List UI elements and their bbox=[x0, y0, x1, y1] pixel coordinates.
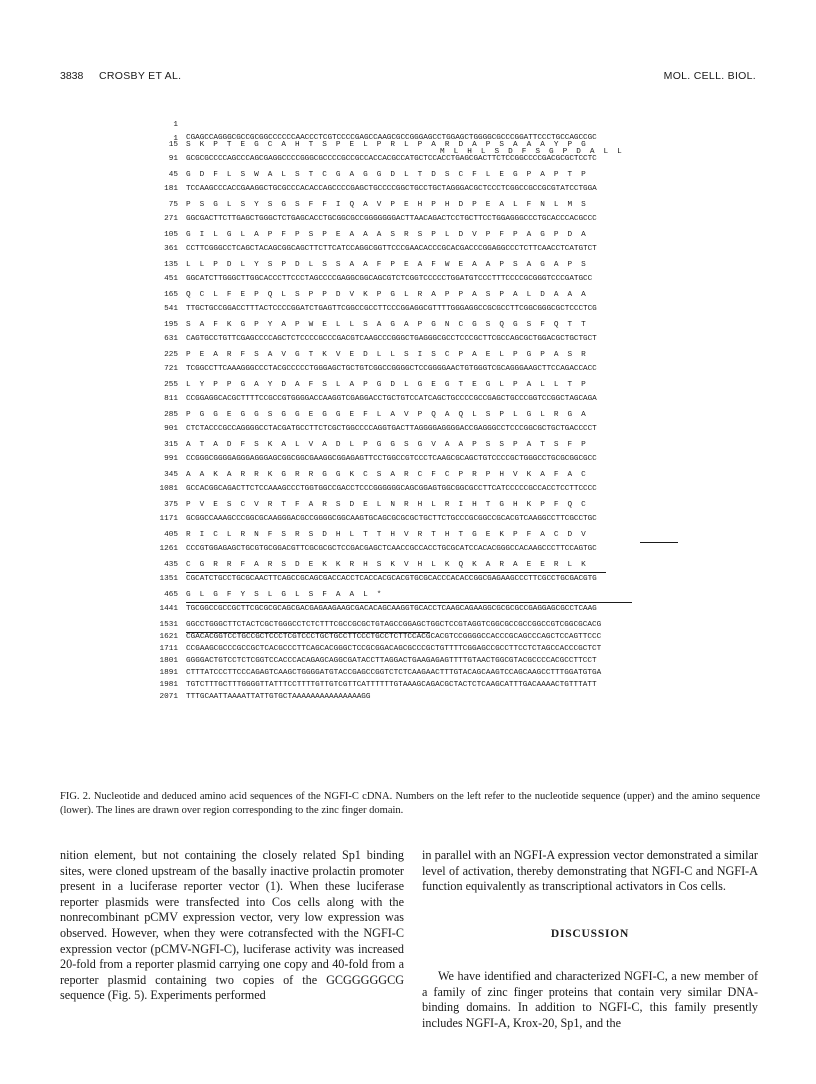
sequence-block bbox=[0, 169, 816, 197]
sequence-block bbox=[0, 469, 816, 497]
nucleotide-row bbox=[0, 453, 816, 466]
nucleotide-sequence: CTCTACCCGCCAGGGGCCTACGATGCCTTCTCGCTGGCCCCAGGTGACTTAGGGGAGGGGACCGAGGGCCTCCCGGCGCTGCTGACCCCT bbox=[186, 425, 597, 433]
nucleotide-number: 1981 bbox=[159, 681, 178, 689]
sequence-block bbox=[0, 319, 816, 347]
nucleotide-sequence: GCCACGGCAGACTTCTCCAAAGCCCTGGTGGCCGACCTCCCGGGGGGCAGCGGAGTGGCGGCGCCTTCATCCCCCGCCACCTCCTTCCCC bbox=[186, 485, 597, 493]
nucleotide-sequence: TTTGCAATTAAAATTATTGTGCTAAAAAAAAAAAAAAAGG bbox=[186, 693, 371, 701]
amino-acid-number: 435 bbox=[164, 561, 178, 569]
sequence-block bbox=[0, 559, 816, 587]
nucleotide-row bbox=[0, 183, 816, 196]
running-authors: CROSBY ET AL. bbox=[99, 70, 182, 82]
nucleotide-sequence: CGCATCTGCCTGCGCAACTTCAGCCGCAGCGACCACCTCACCACGCACGTGCGCACCCACACCGGCGAGAAGCCCTTCGCCTGCGACGTG bbox=[186, 575, 597, 583]
nucleotide-row bbox=[0, 106, 816, 142]
sequence-block bbox=[0, 589, 816, 617]
amino-acid-row bbox=[0, 469, 816, 482]
nucleotide-row bbox=[0, 333, 816, 346]
nucleotide-row bbox=[0, 213, 816, 226]
nucleotide-row bbox=[0, 680, 816, 691]
nucleotide-number: 1081 bbox=[159, 485, 178, 493]
nucleotide-sequence: CAGTGCCTGTTCGAGCCCCAGCTCTCCCCGCCCGACGTCAAGCCCGGGCTGAGGGCGCCTCCCGCTTCGCCAGCGCTGGACGCTGCTGCT bbox=[186, 335, 597, 343]
nucleotide-sequence: TGTCTTTGCTTTGGGGTTATTTCCTTTTGTTGTCGTTCATTTTTTGTAAAGCAGACGCTACTCTCAAGCATTTGACAAAACTGTTTATT bbox=[186, 681, 597, 689]
sequence-block bbox=[0, 229, 816, 257]
nucleotide-number: 1711 bbox=[159, 645, 178, 653]
nucleotide-sequence: CGAGCCAGGGCGCCGCGGCCCCCCAACCCTCGTCCCCGAGCCAAGCGCCGGGAGCCTGGAGCTGGGGCGCCCGGATTCCCTGCCAGCCGC bbox=[186, 134, 597, 142]
nucleotide-row bbox=[0, 620, 816, 631]
amino-acid-number: 15 bbox=[168, 141, 178, 149]
amino-acid-number: 75 bbox=[168, 201, 178, 209]
nucleotide-number: 811 bbox=[164, 395, 178, 403]
amino-acid-row bbox=[0, 289, 816, 302]
nucleotide-sequence: CCTTCGGGCCTCAGCTACAGCGGCAGCTTCTTCATCCAGGCGGTTCCCGAACACCCGCACGACCCGGAGGCCCTCTTCAACCTCATGTCT bbox=[186, 245, 597, 253]
nucleotide-row bbox=[0, 644, 816, 655]
sequence-block bbox=[0, 199, 816, 227]
caption-text: Nucleotide and deduced amino acid sequences of the NGFI-C cDNA. Numbers on the left refer to the nucleotide sequence (upper) and the amino sequence (lower). The lines are drawn over region corresponding to the zinc finger domain. bbox=[60, 791, 761, 816]
amino-acid-number: 45 bbox=[168, 171, 178, 179]
nucleotide-sequence: GGCATCTTGGGCTTGGCACCCTTCCCTAGCCCCGAGGCGGCAGCGTCTCGGTCCCCCTGGATGTCCCTTTCCCCGCGGGTCCCGATGCC bbox=[186, 275, 593, 283]
nucleotide-row bbox=[0, 573, 816, 586]
figure-caption bbox=[60, 790, 760, 818]
amino-acid-sequence: G D F L S W A L S T C G A G G D L T D S C F L E G P A P T P bbox=[186, 171, 588, 179]
nucleotide-row bbox=[0, 303, 816, 316]
section-heading: DISCUSSION bbox=[550, 928, 630, 940]
nucleotide-sequence: CCCGTGGAGAGCTGCGTGCGGACGTTCGCGCGCTCCGACGAGCTCAACCGCCACCTGCGCATCCACACGGGCCACAAGCCCTTCCAGTGC bbox=[186, 545, 597, 553]
amino-acid-number: 225 bbox=[164, 351, 178, 359]
nucleotide-row bbox=[0, 363, 816, 376]
amino-acid-sequence: G L G F Y S L G L S F A A L * bbox=[186, 591, 384, 599]
nucleotide-sequence: GGCGACTTCTTGAGCTGGGCTCTGAGCACCTGCGGCGCCGGGGGGGACTTAACAGACTCCTGCTTCCTGGAGGGCCCTGCACCCACGCCC bbox=[186, 215, 597, 223]
sequence-block bbox=[0, 259, 816, 287]
sequence-block bbox=[0, 139, 816, 167]
sequence-block bbox=[0, 529, 816, 557]
amino-acid-number: 255 bbox=[164, 381, 178, 389]
amino-acid-number: 315 bbox=[164, 441, 178, 449]
amino-acid-sequence: P E A R F S A V G T K V E D L L S I S C P A E L P G P A S R bbox=[186, 351, 588, 359]
amino-acid-number: 465 bbox=[164, 591, 178, 599]
nucleotide-number: 1261 bbox=[159, 545, 178, 553]
body-left-column bbox=[60, 848, 404, 1004]
nucleotide-sequence: CCGAAGCGCCCGCCGCTCACGCCCTTCAGCACGGGCTCCGCGGACAGCGCCCGCTGTTTTCGGAGCCGCCTTCCTCTAGCCACCCGCTCT bbox=[186, 645, 602, 653]
nucleotide-number: 541 bbox=[164, 305, 178, 313]
page-number: 3838 bbox=[60, 70, 84, 82]
amino-acid-number: 105 bbox=[164, 231, 178, 239]
amino-acid-row bbox=[0, 499, 816, 512]
nucleotide-number: 901 bbox=[164, 425, 178, 433]
zinc-finger-line bbox=[640, 542, 678, 543]
nucleotide-number: 1351 bbox=[159, 575, 178, 583]
amino-acid-row bbox=[0, 349, 816, 362]
amino-acid-sequence: C G R R F A R S D E K K R H S K V H L K Q K A R A E E R L K bbox=[186, 561, 588, 569]
amino-acid-number: 405 bbox=[164, 531, 178, 539]
nucleotide-row bbox=[0, 668, 816, 679]
nucleotide-row bbox=[0, 153, 816, 166]
nucleotide-sequence: CCGGAGGCACGCTTTTCCGCCGTGGGGACCAAGGTCGAGGACCTGCTGTCCATCAGCTGCCCCGCCGAGCTGCCCGGTCCGGCTAGCAGA bbox=[186, 395, 597, 403]
amino-acid-number: 165 bbox=[164, 291, 178, 299]
amino-acid-sequence: G I L G L A P F P S P E A A A S R S P L D V P F P A G P D A bbox=[186, 231, 588, 239]
amino-acid-row bbox=[0, 529, 816, 542]
amino-acid-number: 135 bbox=[164, 261, 178, 269]
nucleotide-sequence: GCGGCCAAAGCCCGGCGCAAGGGACGCCGGGGCGGCAAGTGCAGCGCGCGCTGCTTCTGCCCGCGGCCGCACGTCAAGGCCTTCGCCTGC bbox=[186, 515, 597, 523]
amino-acid-row bbox=[0, 439, 816, 452]
amino-acid-row bbox=[0, 139, 816, 152]
nucleotide-row bbox=[0, 513, 816, 526]
nucleotide-number: 1171 bbox=[159, 515, 178, 523]
nucleotide-number: 181 bbox=[164, 185, 178, 193]
amino-acid-number: 345 bbox=[164, 471, 178, 479]
nucleotide-row bbox=[0, 243, 816, 256]
nucleotide-sequence: GCGCGCCCCAGCCCAGCGAGGCCCCGGGCGCCCCGCCGCCACCACGCCATGCTCCACCTGAGCGACTTCTCCGGCCCCGACGCGCTCCTC bbox=[186, 155, 597, 163]
body-paragraph: nition element, but not containing the closely related Sp1 binding sites, were cloned upstream of the basally inactive prolactin promoter present in a luciferase reporter vector (1). When these luciferase reporter plasmids were transfected into Cos cells along with the nonrecombinant pCMV expression vector, very low expression was observed. However, when they were cotransfected with the NGFI-C expression vector (pCMV-NGFI-C), luciferase activity was increased 20-fold from a reporter plasmid carrying one copy and 40-fold from a reporter plasmid containing two copies of the GCGGGGGCG sequence (Fig. 5). Experiments performed bbox=[60, 848, 404, 1003]
nucleotide-number: 1441 bbox=[159, 605, 178, 613]
nucleotide-row bbox=[0, 483, 816, 496]
nucleotide-number: 451 bbox=[164, 275, 178, 283]
body-paragraph: We have identified and characterized NGFI-C, a new member of a family of zinc finger proteins that contain very similar DNA-binding domains. In addition to NGFI-C, this family presently includes NGFI-A, Krox-20, Sp1, and the bbox=[422, 969, 758, 1030]
amino-acid-sequence: P S G L S Y S G S F F I Q A V P E H P H D P E A L F N L M S bbox=[186, 201, 588, 209]
nucleotide-row bbox=[0, 393, 816, 406]
amino-acid-sequence: S A F K G P Y A P W E L L S A G A P G N C G S Q G S F Q T T bbox=[186, 321, 588, 329]
amino-acid-sequence: S K P T E G C A H T S P E L P R L P A R D A P S A A A Y P G bbox=[186, 141, 588, 149]
zinc-finger-line bbox=[186, 572, 606, 573]
amino-acid-sequence: A A K A R R K G R R G G K C S A R C F C P R P H V K A F A C bbox=[186, 471, 588, 479]
nucleotide-row bbox=[0, 603, 816, 616]
nucleotide-sequence: TGCGGCCGCCGCTTCGCGCGCAGCGACGAGAAGAAGCGACACAGCAAGGTGCACCTCAAGCAGAAGGCGCGCGCCGAGGAGCGCCTCAAG bbox=[186, 605, 597, 613]
amino-acid-number: 285 bbox=[164, 411, 178, 419]
discussion-paragraph bbox=[422, 957, 758, 1044]
amino-acid-sequence: P V E S C V R T F A R S D E L N R H L R I H T G H K P F Q C bbox=[186, 501, 588, 509]
running-header bbox=[0, 70, 816, 86]
nucleotide-sequence: TTGCTGCCGGACCTTTACTCCCCGGATCTGAGTTCGGCCGCCTTCCCGGAGGCGTTTTGGGAGGCCGCGCCTTCGGCGGGCGCTCCCTCG bbox=[186, 305, 597, 313]
amino-acid-row bbox=[0, 259, 816, 272]
sequence-block bbox=[0, 499, 816, 527]
amino-acid-row bbox=[0, 319, 816, 332]
nucleotide-number: 721 bbox=[164, 365, 178, 373]
zinc-finger-line bbox=[186, 632, 430, 633]
amino-acid-sequence: P G G E G G S G G E G G E F L A V P Q A Q L S P L G L R G A bbox=[186, 411, 588, 419]
nucleotide-row bbox=[0, 273, 816, 286]
sequence-block bbox=[0, 439, 816, 467]
nucleotide-sequence: GGGGACTGTCCTCTCGGTCCACCCACAGAGCAGGCGATACCTTAGGACTGAAGAGAGTTTTGTAACTGGCGTACGCCCCACGCCTTCCT bbox=[186, 657, 597, 665]
nucleotide-number: 1891 bbox=[159, 669, 178, 677]
nucleotide-sequence: CCGGGCGGGGAGGGAGGGAGCGGCGGCGAAGGCGGAGAGTTCCTGGCCGTCCCTCAAGCGCAGCTGTCCCCGCTGGGCCTGCGCGGCGCC bbox=[186, 455, 597, 463]
nucleotide-number: 2071 bbox=[159, 693, 178, 701]
amino-acid-sequence: R I C L R N F S R S D H L T T H V R T H T G E K P F A C D V bbox=[186, 531, 588, 539]
nucleotide-number: 361 bbox=[164, 245, 178, 253]
nucleotide-number: 91 bbox=[168, 155, 178, 163]
amino-acid-sequence: A T A D F S K A L V A D L P G G S G V A A P S S P A T S F P bbox=[186, 441, 588, 449]
nucleotide-row bbox=[0, 543, 816, 556]
nucleotide-sequence: TCGGCCTTCAAAGGGCCCTACGCCCCCTGGGAGCTGCTGTCGGCCGGGGCTCCGGGGAACTGTGGGTCGCAGGGAAGCTTCCAGACCACC bbox=[186, 365, 597, 373]
amino-acid-row bbox=[0, 409, 816, 422]
body-paragraph: in parallel with an NGFI-A expression vector demonstrated a similar level of activation, thereby demonstrating that NGFI-C and NGFI-A function equivalently as transcriptional activators in Cos cells. bbox=[422, 848, 758, 894]
nucleotide-row bbox=[0, 423, 816, 436]
amino-acid-row bbox=[0, 379, 816, 392]
nucleotide-number: 991 bbox=[164, 455, 178, 463]
nucleotide-number: 271 bbox=[164, 215, 178, 223]
amino-acid-row bbox=[0, 229, 816, 242]
zinc-finger-line bbox=[186, 602, 632, 603]
sequence-block bbox=[0, 379, 816, 407]
nucleotide-row bbox=[0, 656, 816, 667]
amino-acid-row bbox=[0, 199, 816, 212]
amino-acid-sequence: L L P D L Y S P D L S S A A F P E A F W E A A P S A G A P S bbox=[186, 261, 588, 269]
nucleotide-number: 1621 bbox=[159, 633, 178, 641]
nucleotide-number: 631 bbox=[164, 335, 178, 343]
amino-acid-row bbox=[0, 169, 816, 182]
nucleotide-number: 1801 bbox=[159, 657, 178, 665]
amino-acid-number: 195 bbox=[164, 321, 178, 329]
nucleotide-sequence: GGCCTGGGCTTCTACTCGCTGGGCCTCTCTTTCGCCGCGCTGTAGCCGGAGCTGGCTCCGTAGGTCGGCGCCGCCGGCCGTCGGCGCACG bbox=[186, 621, 602, 629]
nucleotide-row bbox=[0, 632, 816, 643]
sequence-block bbox=[0, 349, 816, 377]
amino-acid-number: 1 bbox=[173, 135, 178, 143]
sequence-figure bbox=[0, 106, 816, 776]
journal-name: MOL. CELL. BIOL. bbox=[663, 70, 756, 82]
amino-acid-sequence: L Y P P G A Y D A F S L A P G D L G E G T E G L P A L L T P bbox=[186, 381, 588, 389]
nucleotide-number: 1531 bbox=[159, 621, 178, 629]
nucleotide-row bbox=[0, 692, 816, 703]
amino-acid-sequence: Q C L F E P Q L S P P D V K P G L R A P P A S P A L D A A A bbox=[186, 291, 588, 299]
nucleotide-sequence: CTTTATCCCTTCCCAGAGTCAAGCTGGGGATGTACCGAGCCGGTCTCTCAAGAACTTTGTACAGCAAGTCCAGCAAGCCTTTGGATGTGA bbox=[186, 669, 602, 677]
sequence-block bbox=[0, 409, 816, 437]
nucleotide-sequence: TCCAAGCCCACCGAAGGCTGCGCCCACACCAGCCCCGAGCTGCCCCGGCTGCCTGCTAGGGACGCTCCCTCGGCCGCCGCGTATCCTGGA bbox=[186, 185, 597, 193]
body-right-column bbox=[422, 848, 758, 895]
amino-acid-row bbox=[0, 559, 816, 572]
sequence-block bbox=[0, 289, 816, 317]
amino-acid-sequence: M L H L S D F S G P D A L L bbox=[440, 148, 624, 156]
amino-acid-row bbox=[0, 589, 816, 602]
amino-acid-number: 375 bbox=[164, 501, 178, 509]
nucleotide-number: 1 bbox=[173, 121, 178, 129]
nucleotide-sequence: CGACACGGTCCTGCCGCTCCCTCGTCCCTGCTGCCTTCCCTGCCTCTTCCACGCACGTCCGGGGCCACCCGCAGCCCAGCTCCAGTTCCC bbox=[186, 633, 602, 641]
figure-label: FIG. 2. bbox=[60, 791, 91, 802]
